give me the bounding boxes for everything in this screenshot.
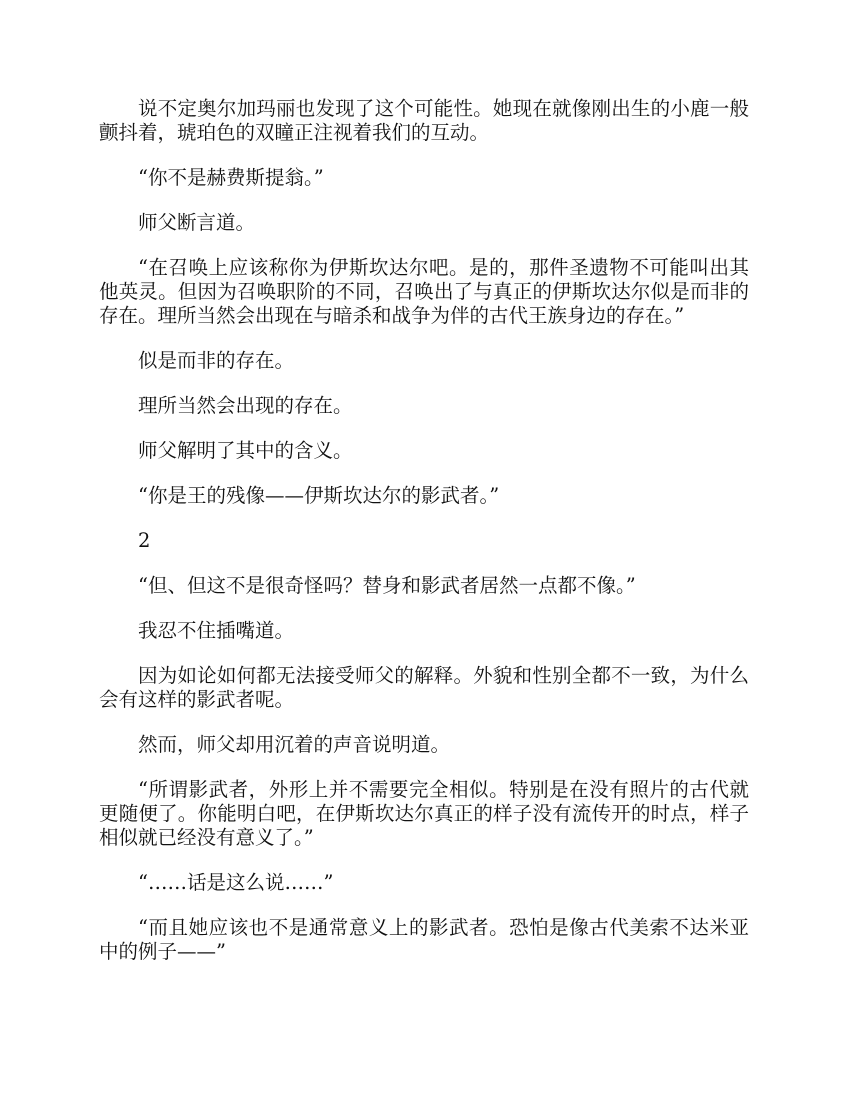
paragraph: 理所当然会出现的存在。 bbox=[138, 394, 353, 417]
paragraph: “你不是赫费斯提翁。” bbox=[138, 166, 324, 189]
paragraph: 似是而非的存在。 bbox=[138, 349, 295, 372]
paragraph: 说不定奥尔加玛丽也发现了这个可能性。她现在就像刚出生的小鹿一般颤抖着，琥珀色的双瞳正注视着我们的互动。 bbox=[99, 97, 749, 144]
paragraph: 师父断言道。 bbox=[138, 211, 256, 234]
paragraph: “所谓影武者，外形上并不需要完全相似。特别是在没有照片的古代就更随便了。你能明白吧，在伊斯坎达尔真正的样子没有流传开的时点，样子相似就已经没有意义了。” bbox=[99, 778, 749, 849]
paragraph: “……话是这么说……” bbox=[138, 871, 334, 894]
paragraph: 我忍不住插嘴道。 bbox=[138, 619, 295, 642]
paragraph: 然而，师父却用沉着的声音说明道。 bbox=[138, 733, 451, 756]
section-number: 2 bbox=[138, 529, 151, 552]
document-page bbox=[99, 97, 749, 985]
paragraph: “你是王的残像——伊斯坎达尔的影武者。” bbox=[138, 484, 500, 507]
paragraph: “但、但这不是很奇怪吗？替身和影武者居然一点都不像。” bbox=[138, 574, 636, 597]
paragraph: “而且她应该也不是通常意义上的影武者。恐怕是像古代美索不达米亚中的例子——” bbox=[99, 916, 749, 963]
paragraph: 师父解明了其中的含义。 bbox=[138, 439, 353, 462]
paragraph: 因为如论如何都无法接受师父的解释。外貌和性别全都不一致，为什么会有这样的影武者呢。 bbox=[99, 664, 749, 711]
paragraph: “在召唤上应该称你为伊斯坎达尔吧。是的，那件圣遗物不可能叫出其他英灵。但因为召唤职阶的不同，召唤出了与真正的伊斯坎达尔似是而非的存在。理所当然会出现在与暗杀和战争为伴的古代王族身边的存在。” bbox=[99, 256, 749, 327]
